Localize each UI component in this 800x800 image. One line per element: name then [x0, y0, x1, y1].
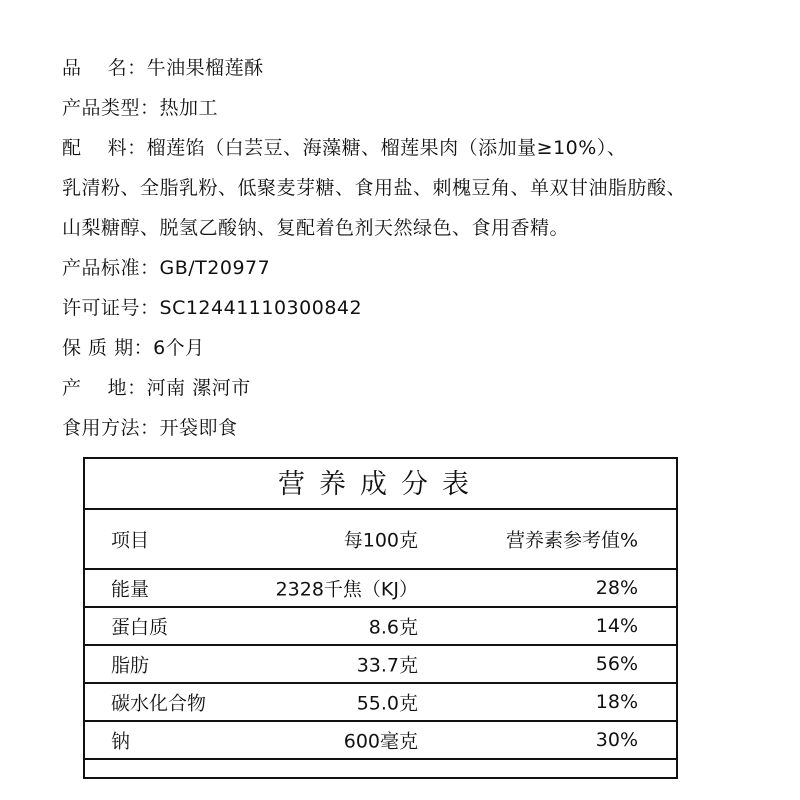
row-amount: 33.7克: [356, 654, 418, 677]
row-amount: 2328千焦（KJ）: [275, 578, 418, 601]
usage-line: [62, 408, 762, 448]
row-amount: 600毫克: [343, 730, 418, 753]
shelf-life-label: 保 质 期：: [62, 337, 154, 359]
nutrition-table: [83, 457, 678, 779]
ingredients-text-1: 榴莲馅（白芸豆、海藻糖、榴莲果肉（添加量≥10%）、: [146, 137, 627, 159]
license-label: 许可证号：: [62, 297, 160, 319]
nutrition-table-header: [85, 510, 676, 570]
header-item: 项目: [111, 529, 150, 552]
row-nrv: 28%: [595, 577, 638, 599]
table-empty-row: [85, 760, 676, 796]
license-value: SC12441110300842: [159, 297, 363, 319]
product-info: [62, 48, 762, 448]
origin-value: 河南 漯河市: [146, 377, 251, 399]
table-row: [85, 684, 676, 722]
table-row: [85, 608, 676, 646]
license-line: [62, 288, 762, 328]
table-row: [85, 646, 676, 684]
product-name-label: 品 名：: [62, 57, 147, 79]
product-type-line: [62, 88, 762, 128]
ingredients-line: [62, 128, 762, 168]
product-name-value: 牛油果榴莲酥: [146, 57, 264, 79]
product-type-value: 热加工: [159, 97, 219, 119]
standard-label: 产品标准：: [62, 257, 160, 279]
standard-line: [62, 248, 762, 288]
ingredients-label: 配 料：: [62, 137, 147, 159]
row-item: 能量: [111, 578, 150, 601]
ingredients-text-2: 乳清粉、全脂乳粉、低聚麦芽糖、食用盐、刺槐豆角、单双甘油脂肪酸、: [62, 177, 687, 199]
ingredients-line-3: [62, 208, 762, 248]
product-name-line: [62, 48, 762, 88]
ingredients-line-2: [62, 168, 762, 208]
header-nrv: 营养素参考值%: [505, 529, 638, 552]
row-item: 蛋白质: [111, 616, 169, 639]
row-nrv: 18%: [595, 691, 638, 713]
nutrition-table-title: 营养成分表: [85, 459, 676, 510]
row-item: 碳水化合物: [111, 692, 207, 715]
ingredients-text-3: 山梨糖醇、脱氢乙酸钠、复配着色剂天然绿色、食用香精。: [62, 217, 570, 239]
shelf-life-line: [62, 328, 762, 368]
row-amount: 8.6克: [368, 616, 418, 639]
product-type-label: 产品类型：: [62, 97, 160, 119]
shelf-life-value: 6个月: [153, 337, 205, 359]
row-nrv: 56%: [595, 653, 638, 675]
origin-line: [62, 368, 762, 408]
row-amount: 55.0克: [356, 692, 418, 715]
row-item: 脂肪: [111, 654, 150, 677]
usage-value: 开袋即食: [159, 417, 238, 439]
header-per-100g: 每100克: [343, 529, 418, 552]
row-item: 钠: [111, 730, 131, 753]
table-row: [85, 722, 676, 760]
usage-label: 食用方法：: [62, 417, 160, 439]
row-nrv: 14%: [595, 615, 638, 637]
standard-value: GB/T20977: [159, 257, 271, 279]
row-nrv: 30%: [595, 729, 638, 751]
origin-label: 产 地：: [62, 377, 147, 399]
table-row: [85, 570, 676, 608]
